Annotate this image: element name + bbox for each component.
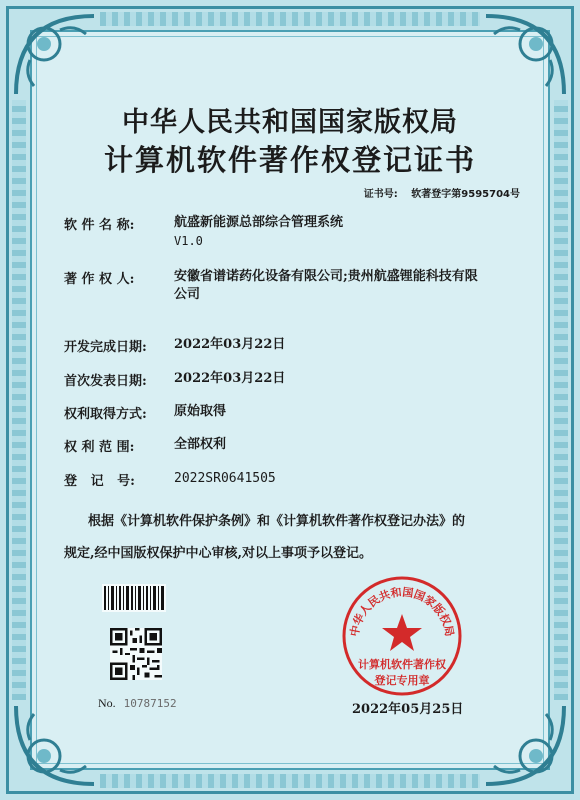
corner-ornament-icon xyxy=(10,10,100,100)
field-software-name xyxy=(64,214,534,251)
issuer-title: 中华人民共和国国家版权局 xyxy=(122,107,458,138)
declaration-line-1: 根据《计算机软件保护条例》和《计算机软件著作权登记办法》的 xyxy=(88,514,466,529)
issue-date: 2022年05月25日 xyxy=(352,702,464,717)
seal-line-2: 登记专用章 xyxy=(374,674,430,687)
seal-ring-text: 中华人民共和国国家版权局 xyxy=(347,585,457,638)
software-name-line1: 航盛新能源总部综合管理系统 xyxy=(174,215,344,230)
barcode-icon xyxy=(102,584,166,612)
acquire-method-label: 权利取得方式: xyxy=(64,407,147,422)
field-registration-number xyxy=(64,470,534,489)
acquire-method-value: 原始取得 xyxy=(174,404,227,419)
owner-value xyxy=(174,268,534,304)
border-pattern-top xyxy=(100,12,480,26)
certificate-number-value: 软著登字第9595704号 xyxy=(411,189,520,200)
owner-line2: 公司 xyxy=(174,287,201,302)
serial-label: No. xyxy=(98,696,116,710)
border-pattern-right xyxy=(554,100,568,700)
seal-line-1: 计算机软件著作权 xyxy=(358,658,446,671)
field-acquire-method xyxy=(64,403,534,422)
field-owner xyxy=(64,268,534,304)
software-name-value xyxy=(174,214,534,251)
border-pattern-bottom xyxy=(100,774,480,788)
serial-value: 10787152 xyxy=(123,697,177,710)
software-name-label: 软 件 名 称: xyxy=(64,218,135,233)
certificate-title: 计算机软件著作权登记证书 xyxy=(103,143,476,177)
owner-label: 著 作 权 人: xyxy=(64,272,135,287)
owner-line1: 安徽省谱诺药化设备有限公司;贵州航盛锂能科技有限 xyxy=(174,269,478,284)
serial-number xyxy=(98,696,177,711)
dev-date-value: 2022年03月22日 xyxy=(174,337,286,352)
corner-ornament-icon xyxy=(480,10,570,100)
registration-number-value: 2022SR0641505 xyxy=(174,471,276,486)
border-pattern-left xyxy=(12,100,26,700)
pub-date-label: 首次发表日期: xyxy=(64,374,147,389)
field-pub-date xyxy=(64,370,534,389)
declaration-line-2: 规定,经中国版权保护中心审核,对以上事项予以登记。 xyxy=(64,546,373,561)
dev-date-label: 开发完成日期: xyxy=(64,340,147,355)
corner-ornament-icon xyxy=(10,700,100,790)
rights-scope-label: 权 利 范 围: xyxy=(64,440,135,455)
pub-date-value: 2022年03月22日 xyxy=(174,371,286,386)
certificate-number-label: 证书号: xyxy=(363,189,398,200)
rights-scope-value: 全部权利 xyxy=(174,437,227,452)
software-version: V1.0 xyxy=(174,234,203,248)
field-dev-date xyxy=(64,336,534,355)
field-rights-scope xyxy=(64,436,534,455)
corner-ornament-icon xyxy=(480,700,570,790)
certificate-number xyxy=(364,185,520,200)
qr-code-icon xyxy=(110,628,162,680)
registration-number-label: 登 记 号: xyxy=(64,474,135,489)
